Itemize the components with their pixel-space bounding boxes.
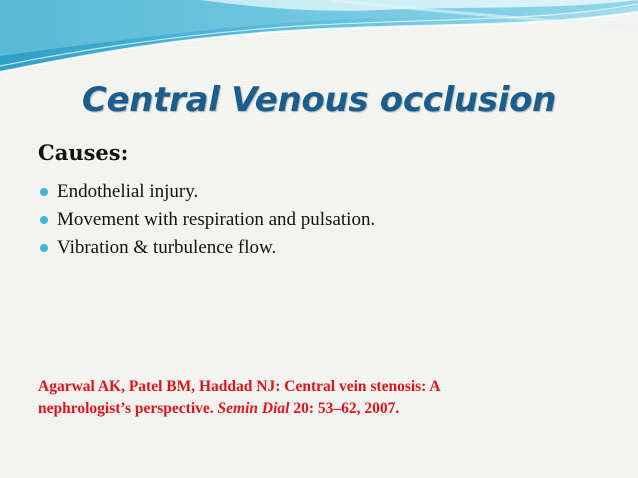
list-item-text: Vibration & turbulence flow. [57,237,277,258]
list-item [38,234,375,262]
list-item [38,206,375,234]
reference-citation [38,376,598,420]
list-item-text: Movement with respiration and pulsation. [57,209,376,230]
reference-line-1: Agarwal AK, Patel BM, Haddad NJ: Central vein stenosis: A [38,378,441,395]
reference-line-2-start: nephrologist’s perspective. [38,400,218,417]
list-item-text: Endothelial injury. [57,181,199,202]
list-item [38,178,375,206]
header-wave-decoration [0,0,638,80]
journal-name: Semin Dial [217,400,290,417]
causes-heading: Causes: [38,140,129,165]
slide-title: Central Venous occlusion [81,80,557,120]
bullet-dot-icon [40,244,48,252]
causes-list [38,178,375,262]
reference-line-2-end: 20: 53–62, 2007. [289,400,400,417]
bullet-dot-icon [40,216,48,224]
reference-line-2 [38,398,598,420]
bullet-dot-icon [40,188,48,196]
